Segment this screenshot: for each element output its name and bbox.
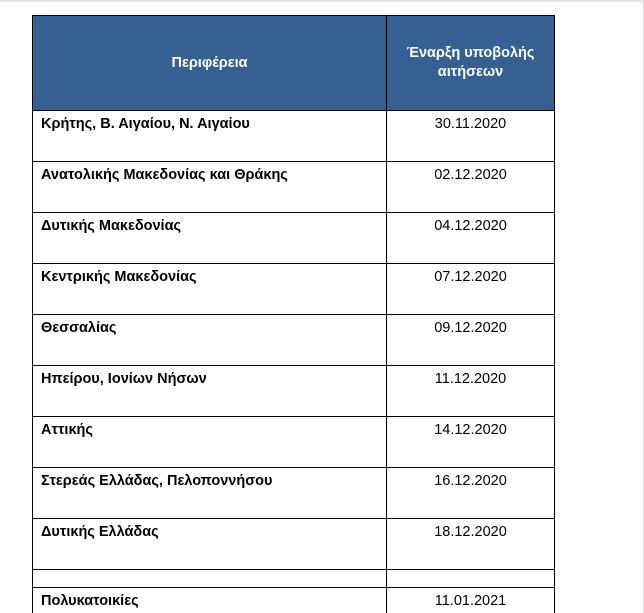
region-cell: Δυτικής Ελλάδας <box>33 519 387 570</box>
table-row <box>33 213 555 264</box>
application-schedule-table <box>32 15 555 613</box>
region-cell: Αττικής <box>33 417 387 468</box>
date-cell: 30.11.2020 <box>387 111 555 162</box>
region-cell: Κρήτης, Β. Αιγαίου, Ν. Αιγαίου <box>33 111 387 162</box>
header-start-date-label: Έναρξη υποβολής αιτήσεων <box>406 45 535 80</box>
region-cell: Ανατολικής Μακεδονίας και Θράκης <box>33 162 387 213</box>
table-row <box>33 366 555 417</box>
header-region-label: Περιφέρεια <box>171 54 248 71</box>
table-row <box>33 111 555 162</box>
table-row <box>33 315 555 366</box>
table-row <box>33 519 555 570</box>
region-cell: Δυτικής Μακεδονίας <box>33 213 387 264</box>
header-region <box>33 16 387 111</box>
table-row-apartment-buildings <box>33 588 555 613</box>
table-body <box>33 111 555 613</box>
date-cell: 11.01.2021 <box>387 588 555 613</box>
top-divider <box>0 0 644 2</box>
header-row <box>33 16 555 111</box>
date-cell: 14.12.2020 <box>387 417 555 468</box>
table-row <box>33 162 555 213</box>
region-cell: Στερεάς Ελλάδας, Πελοποννήσου <box>33 468 387 519</box>
region-cell: Πολυκατοικίες <box>33 588 387 613</box>
date-cell: 02.12.2020 <box>387 162 555 213</box>
date-cell: 11.12.2020 <box>387 366 555 417</box>
region-cell: Ηπείρου, Ιονίων Νήσων <box>33 366 387 417</box>
spacer-cell <box>387 570 555 588</box>
date-cell: 04.12.2020 <box>387 213 555 264</box>
region-cell: Θεσσαλίας <box>33 315 387 366</box>
date-cell: 18.12.2020 <box>387 519 555 570</box>
date-cell: 09.12.2020 <box>387 315 555 366</box>
table-row <box>33 417 555 468</box>
table-row <box>33 264 555 315</box>
header-start-date <box>387 16 555 111</box>
date-cell: 07.12.2020 <box>387 264 555 315</box>
spacer-cell <box>33 570 387 588</box>
date-cell: 16.12.2020 <box>387 468 555 519</box>
region-cell: Κεντρικής Μακεδονίας <box>33 264 387 315</box>
table-header <box>33 16 555 111</box>
table-row <box>33 468 555 519</box>
spacer-row <box>33 570 555 588</box>
